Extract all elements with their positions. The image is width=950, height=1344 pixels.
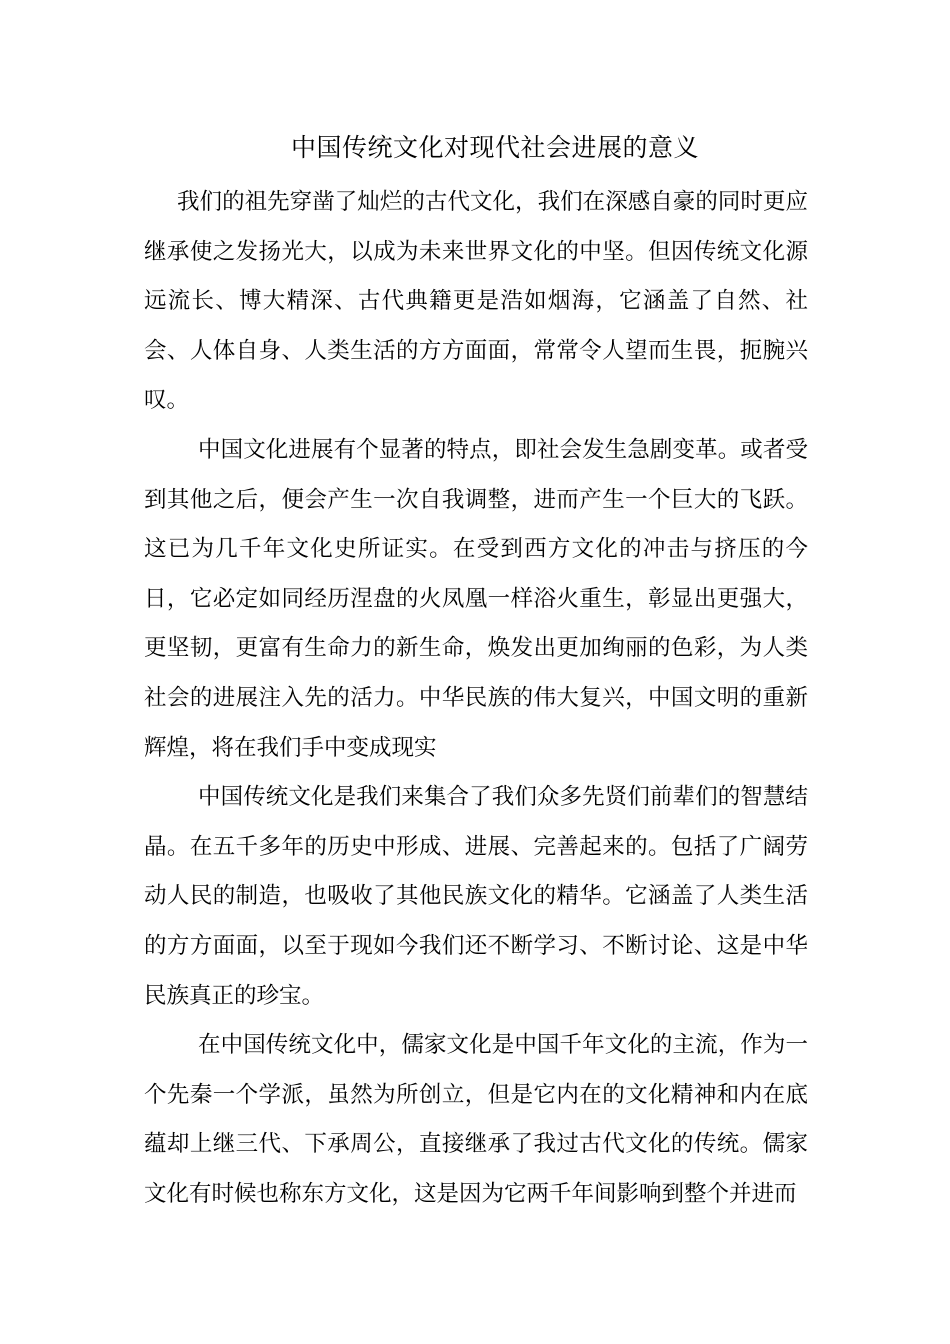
paragraph: 中国传统文化是我们来集合了我们众多先贤们前辈们的智慧结晶。在五千多年的历史中形成、进展、完善起来的。包括了广阔劳动人民的制造，也吸收了其他民族文化的精华。它涵盖了人类生活的方方面面，以至于现如今我们还不断学习、不断讨论、这是中华民族真正的珍宝。 (144, 784, 808, 1009)
page-title: 中国传统文化对现代社会进展的意义 (290, 133, 699, 162)
document-body (144, 178, 808, 1219)
paragraph: 在中国传统文化中，儒家文化是中国千年文化的主流，作为一个先秦一个学派，虽然为所创立，但是它内在的文化精神和内在底蕴却上继三代、下承周公，直接继承了我过古代文化的传统。儒家文化有时候也称东方文化，这是因为它两千年间影响到整个并进而 (144, 1032, 808, 1207)
paragraph: 我们的祖先穿凿了灿烂的古代文化，我们在深感自豪的同时更应继承使之发扬光大，以成为未来世界文化的中坚。但因传统文化源远流长、博大精深、古代典籍更是浩如烟海，它涵盖了自然、社会、人体自身、人类生活的方方面面，常常令人望而生畏，扼腕兴叹。 (144, 189, 808, 414)
paragraph: 中国文化进展有个显著的特点，即社会发生急剧变革。或者受到其他之后，便会产生一次自我调整，进而产生一个巨大的飞跃。这已为几千年文化史所证实。在受到西方文化的冲击与挤压的今日，它必定如同经历涅盘的火凤凰一样浴火重生，彰显出更强大，更坚韧，更富有生命力的新生命，焕发出更加绚丽的色彩，为人类社会的进展注入先的活力。中华民族的伟大复兴，中国文明的重新辉煌，将在我们手中变成现实 (144, 436, 808, 761)
